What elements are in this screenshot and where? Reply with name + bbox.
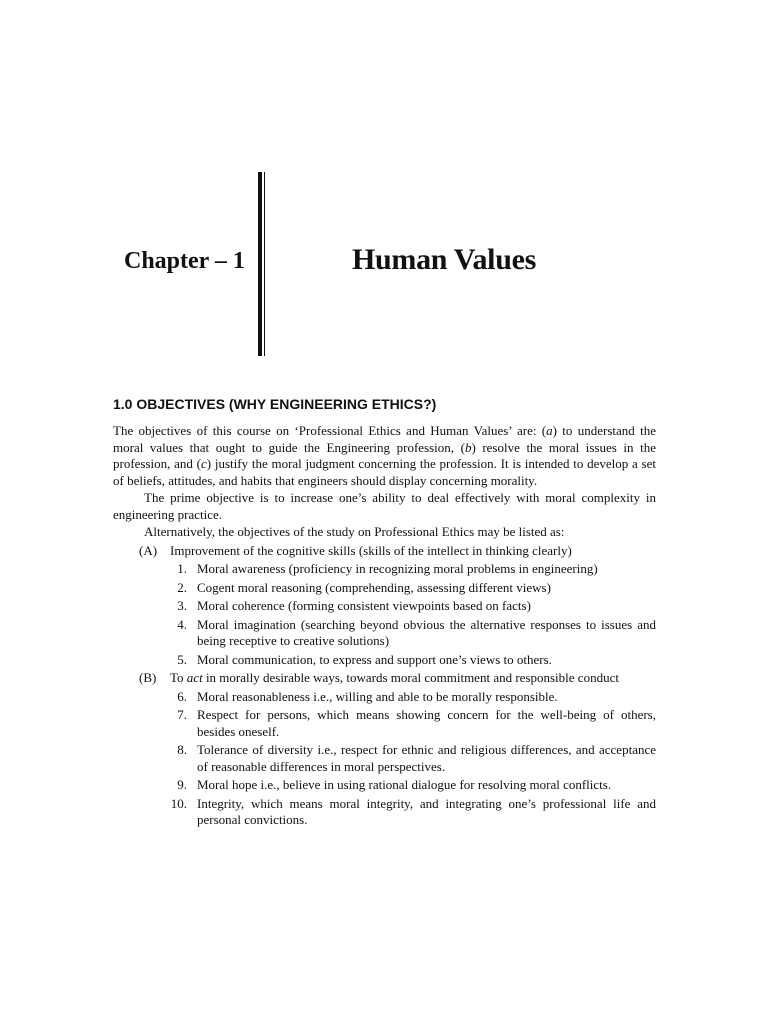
list-item bbox=[113, 652, 656, 669]
list-item bbox=[113, 617, 656, 650]
list-item-text: Tolerance of diversity i.e., respect for ethnic and religious differences, and acceptance of reasonable differences in moral perspectives. bbox=[197, 742, 656, 774]
list-item bbox=[113, 689, 656, 706]
chapter-label: Chapter – 1 bbox=[124, 248, 245, 274]
list-item-number: 2. bbox=[177, 579, 187, 595]
list-item bbox=[113, 796, 656, 829]
paragraph-intro-part-3: ) resolve the moral issues in the profession, and ( bbox=[113, 439, 656, 471]
list-item-number: 8. bbox=[177, 742, 187, 757]
chapter-divider-thin bbox=[264, 172, 265, 356]
body-text bbox=[113, 423, 656, 829]
paragraph-intro-part-2: ) to understand the moral values that ought to guide the Engineering profession, ( bbox=[113, 423, 656, 455]
list-item-text: Moral reasonableness i.e., willing and able to be morally responsible. bbox=[197, 688, 558, 704]
paragraph-intro-letter-c: c bbox=[201, 456, 207, 471]
group-b-text-em: act bbox=[186, 670, 203, 685]
list-item-text: Cogent moral reasoning (comprehending, assessing different views) bbox=[197, 579, 551, 595]
paragraph-intro-letter-b: b bbox=[464, 439, 472, 455]
list-item bbox=[113, 561, 656, 578]
group-a-marker: (A) bbox=[139, 542, 158, 558]
group-b-list bbox=[113, 689, 656, 829]
list-item-text: Moral hope i.e., believe in using rational dialogue for resolving moral conflicts. bbox=[197, 777, 612, 792]
paragraph-prime-objective: The prime objective is to increase one’s ability to deal effectively with moral complexity in engineering practice. bbox=[113, 490, 656, 522]
paragraph-intro-part-1: The objectives of this course on ‘Professional Ethics and Human Values’ are: ( bbox=[113, 423, 547, 438]
chapter-divider-thick bbox=[258, 172, 262, 356]
list-item-text: Integrity, which means moral integrity, and integrating one’s professional life and personal convictions. bbox=[197, 795, 656, 827]
paragraph-intro bbox=[113, 423, 656, 489]
paragraph-alternatively: Alternatively, the objectives of the study on Professional Ethics may be listed as: bbox=[144, 524, 565, 539]
paragraph-intro-letter-a: a bbox=[546, 423, 553, 438]
group-a-list bbox=[113, 561, 656, 668]
list-item-number: 3. bbox=[177, 598, 187, 613]
list-item bbox=[113, 777, 656, 794]
list-item-number: 7. bbox=[177, 707, 187, 722]
list-item-number: 6. bbox=[177, 688, 187, 704]
group-b-text-post: in morally desirable ways, towards moral commitment and responsible conduct bbox=[202, 670, 619, 685]
section-heading: 1.0 OBJECTIVES (WHY ENGINEERING ETHICS?) bbox=[113, 396, 437, 412]
list-item-text: Moral imagination (searching beyond obvious the alternative responses to issues and being receptive to creative solutions) bbox=[197, 616, 656, 648]
list-item-text: Moral awareness (proficiency in recognizing moral problems in engineering) bbox=[197, 561, 598, 576]
list-item bbox=[113, 707, 656, 740]
list-item-number: 5. bbox=[177, 651, 187, 667]
chapter-title: Human Values bbox=[352, 243, 536, 276]
list-item-number: 1. bbox=[177, 561, 187, 576]
list-item-number: 4. bbox=[177, 616, 187, 632]
paragraph-intro-part-4: ) justify the moral judgment concerning the profession. It is intended to develop a set of beliefs, attitudes, and habits that engineers should display concerning morality. bbox=[113, 456, 656, 488]
list-item-text: Moral coherence (forming consistent viewpoints based on facts) bbox=[197, 598, 531, 613]
list-item bbox=[113, 742, 656, 775]
list-item-text: Moral communication, to express and support one’s views to others. bbox=[197, 651, 552, 667]
group-a-heading bbox=[113, 543, 656, 560]
group-b-text-pre: To bbox=[170, 670, 187, 685]
group-b-marker: (B) bbox=[139, 670, 157, 685]
list-item-number: 10. bbox=[170, 795, 187, 811]
list-item bbox=[113, 598, 656, 615]
list-item-number: 9. bbox=[177, 777, 187, 792]
list-item bbox=[113, 580, 656, 597]
group-b-heading bbox=[113, 670, 656, 687]
list-item-text: Respect for persons, which means showing concern for the well-being of others, besides oneself. bbox=[197, 707, 656, 739]
group-a-text: Improvement of the cognitive skills (skills of the intellect in thinking clearly) bbox=[170, 542, 572, 558]
